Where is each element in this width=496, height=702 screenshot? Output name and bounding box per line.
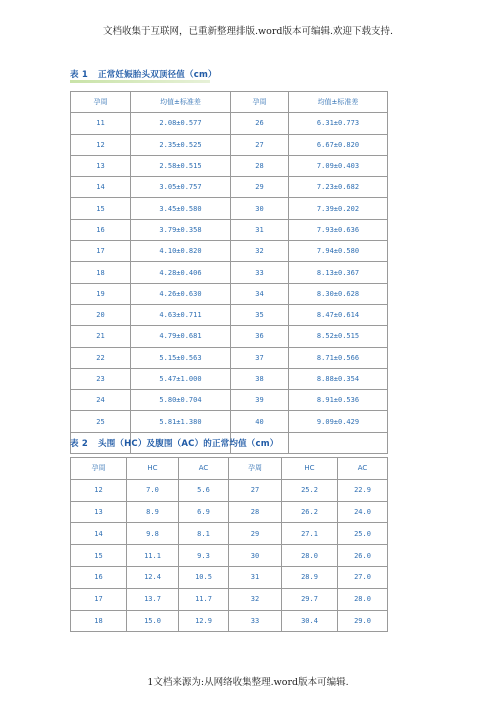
table-cell: 24.0 — [338, 501, 388, 523]
table-cell: 4.79±0.681 — [131, 326, 231, 347]
table-cell: 7.09±0.403 — [289, 155, 388, 176]
table-cell: 5.81±1.380 — [131, 411, 231, 432]
page-header-note: 文档收集于互联网，已重新整理排版.word版本可编辑.欢迎下载支持. — [102, 26, 394, 37]
table1-title-text: 正常妊娠胎头双顶径值（cm） — [98, 70, 217, 80]
table-cell: 6.31±0.773 — [289, 113, 388, 134]
table-cell: 8.30±0.628 — [289, 283, 388, 304]
table-row — [71, 566, 388, 588]
header-cell: AC — [338, 458, 388, 480]
table-cell: 17 — [71, 588, 127, 610]
table-cell: 7.0 — [127, 479, 179, 501]
table-row — [71, 304, 388, 325]
table-cell: 12.9 — [179, 610, 229, 632]
table-cell: 8.13±0.367 — [289, 262, 388, 283]
table-row — [71, 134, 388, 155]
header-cell: 均值±标准差 — [131, 92, 231, 113]
table-row — [71, 219, 388, 240]
table-cell: 22.9 — [338, 479, 388, 501]
table-cell: 7.39±0.202 — [289, 198, 388, 219]
table-cell: 15 — [71, 198, 131, 219]
table-cell: 5.15±0.563 — [131, 347, 231, 368]
table-cell: 8.71±0.566 — [289, 347, 388, 368]
table-cell: 4.26±0.630 — [131, 283, 231, 304]
table-cell: 11.7 — [179, 588, 229, 610]
table-row — [71, 501, 388, 523]
table-row — [71, 262, 388, 283]
table-cell: 8.52±0.515 — [289, 326, 388, 347]
table-row — [71, 479, 388, 501]
table-cell: 8.1 — [179, 523, 229, 545]
table1-number: 表 1 — [70, 70, 88, 80]
table-row — [71, 155, 388, 176]
page-footer-note: 1文档来源为:从网络收集整理.word版本可编辑. — [147, 677, 349, 688]
table-cell: 15.0 — [127, 610, 179, 632]
table-cell: 2.58±0.515 — [131, 155, 231, 176]
table-row — [71, 545, 388, 567]
table-cell: 30 — [229, 545, 282, 567]
table-cell: 14 — [71, 177, 131, 198]
table-cell: 7.93±0.636 — [289, 219, 388, 240]
table-cell: 6.67±0.820 — [289, 134, 388, 155]
table-cell: 35 — [231, 304, 289, 325]
table-cell: 28.0 — [282, 545, 338, 567]
table-cell: 13.7 — [127, 588, 179, 610]
table-cell: 24 — [71, 390, 131, 411]
header-cell: 孕周 — [71, 458, 127, 480]
table-cell: 30 — [231, 198, 289, 219]
table-cell: 8.47±0.614 — [289, 304, 388, 325]
table-cell: 39 — [231, 390, 289, 411]
table-cell: 33 — [231, 262, 289, 283]
table2-number: 表 2 — [70, 439, 88, 449]
table-cell: 2.08±0.577 — [131, 113, 231, 134]
table-cell: 25 — [71, 411, 131, 432]
table-row — [71, 347, 388, 368]
table-cell: 21 — [71, 326, 131, 347]
table1-title — [70, 68, 370, 80]
table-cell: 11.1 — [127, 545, 179, 567]
table-row — [71, 368, 388, 389]
table-cell: 27.1 — [282, 523, 338, 545]
table-cell: 12.4 — [127, 566, 179, 588]
table-cell: 26 — [231, 113, 289, 134]
table-cell: 11 — [71, 113, 131, 134]
table-cell: 17 — [71, 241, 131, 262]
table-cell: 7.94±0.580 — [289, 241, 388, 262]
bpd-table — [70, 91, 388, 454]
table-cell: 2.35±0.525 — [131, 134, 231, 155]
table-row — [71, 610, 388, 632]
table-cell: 8.9 — [127, 501, 179, 523]
table-header-row — [71, 458, 388, 480]
table-cell: 23 — [71, 368, 131, 389]
table-cell: 12 — [71, 134, 131, 155]
table-row — [71, 177, 388, 198]
table-cell: 3.45±0.580 — [131, 198, 231, 219]
table-cell: 29 — [231, 177, 289, 198]
table-row — [71, 411, 388, 432]
table-cell: 8.88±0.354 — [289, 368, 388, 389]
table-cell: 28.9 — [282, 566, 338, 588]
table-cell: 28 — [231, 155, 289, 176]
table-cell: 19 — [71, 283, 131, 304]
table-cell: 20 — [71, 304, 131, 325]
table2-title-text: 头围（HC）及腹围（AC）的正常均值（cm） — [98, 439, 279, 449]
table-cell: 5.47±1.000 — [131, 368, 231, 389]
table-cell: 28 — [229, 501, 282, 523]
table-cell: 27 — [229, 479, 282, 501]
table-cell: 9.3 — [179, 545, 229, 567]
table-cell: 38 — [231, 368, 289, 389]
table-cell: 22 — [71, 347, 131, 368]
table-cell: 32 — [229, 588, 282, 610]
table-cell: 4.28±0.406 — [131, 262, 231, 283]
table-cell: 12 — [71, 479, 127, 501]
header-cell: 均值±标准差 — [289, 92, 388, 113]
table2-title — [70, 437, 370, 449]
table-cell: 15 — [71, 545, 127, 567]
table-cell: 25.2 — [282, 479, 338, 501]
table-cell: 29.7 — [282, 588, 338, 610]
table-cell: 29 — [229, 523, 282, 545]
table-cell: 8.91±0.536 — [289, 390, 388, 411]
table-row — [71, 283, 388, 304]
header-cell: AC — [179, 458, 229, 480]
table-cell: 27 — [231, 134, 289, 155]
header-cell: HC — [127, 458, 179, 480]
table-cell: 3.79±0.358 — [131, 219, 231, 240]
table-cell: 40 — [231, 411, 289, 432]
table-cell: 3.05±0.757 — [131, 177, 231, 198]
table-cell: 14 — [71, 523, 127, 545]
table-row — [71, 326, 388, 347]
table-row — [71, 241, 388, 262]
table-cell: 32 — [231, 241, 289, 262]
table-row — [71, 523, 388, 545]
table-cell: 9.8 — [127, 523, 179, 545]
table-cell: 26.0 — [338, 545, 388, 567]
table-cell: 13 — [71, 501, 127, 523]
table-cell: 30.4 — [282, 610, 338, 632]
table-cell: 5.6 — [179, 479, 229, 501]
table-row — [71, 113, 388, 134]
header-cell: 孕周 — [71, 92, 131, 113]
table-cell: 7.23±0.682 — [289, 177, 388, 198]
header-cell: 孕周 — [229, 458, 282, 480]
table-header-row — [71, 92, 388, 113]
table-cell: 18 — [71, 610, 127, 632]
header-cell: HC — [282, 458, 338, 480]
table-cell: 5.80±0.704 — [131, 390, 231, 411]
table-row — [71, 588, 388, 610]
table-cell: 13 — [71, 155, 131, 176]
table-cell: 34 — [231, 283, 289, 304]
table-row — [71, 198, 388, 219]
table-cell: 37 — [231, 347, 289, 368]
table-cell: 28.0 — [338, 588, 388, 610]
table-cell: 33 — [229, 610, 282, 632]
table-cell: 36 — [231, 326, 289, 347]
table-cell: 16 — [71, 566, 127, 588]
table-cell: 4.10±0.820 — [131, 241, 231, 262]
table-cell: 4.63±0.711 — [131, 304, 231, 325]
hc-ac-table — [70, 457, 388, 632]
table-cell: 26.2 — [282, 501, 338, 523]
table-cell: 9.09±0.429 — [289, 411, 388, 432]
table1-title-underline — [70, 80, 210, 83]
table-cell: 29.0 — [338, 610, 388, 632]
table-cell: 27.0 — [338, 566, 388, 588]
table-cell: 10.5 — [179, 566, 229, 588]
table-cell: 16 — [71, 219, 131, 240]
table-cell: 31 — [229, 566, 282, 588]
table-cell: 31 — [231, 219, 289, 240]
table-cell: 6.9 — [179, 501, 229, 523]
header-cell: 孕周 — [231, 92, 289, 113]
table-cell: 18 — [71, 262, 131, 283]
table-row — [71, 390, 388, 411]
table-cell: 25.0 — [338, 523, 388, 545]
